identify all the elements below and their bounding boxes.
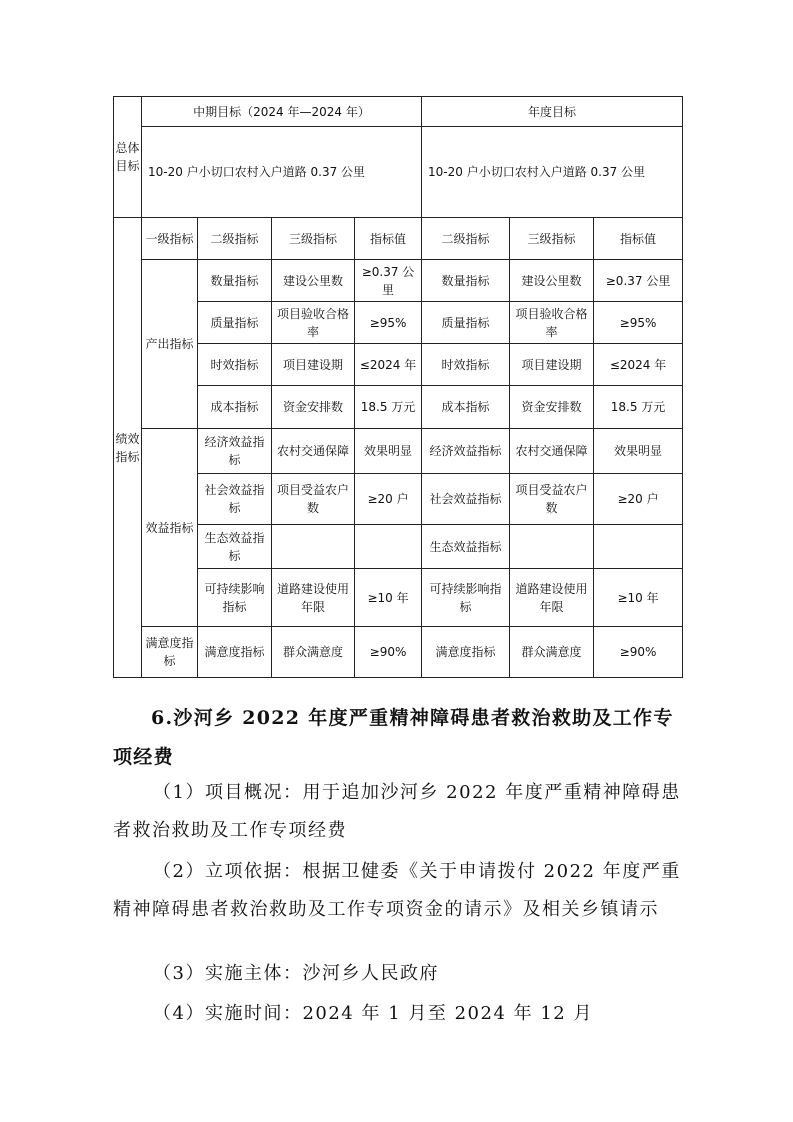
table-cell: 可持续影响指标: [198, 569, 272, 627]
col-header-level3: 三级指标: [272, 218, 355, 260]
table-cell: 生态效益指标: [422, 525, 510, 569]
table-row: [114, 386, 683, 429]
table-cell: 质量指标: [422, 302, 510, 344]
paragraph-project-overview: （1）项目概况：用于追加沙河乡 2022 年度严重精神障碍患者救治救助及工作专项经费: [113, 782, 681, 841]
table-cell: 满意度指标: [422, 627, 510, 678]
table-cell: 建设公里数: [510, 260, 594, 302]
paragraph-project-basis: （2）立项依据：根据卫健委《关于申请拨付 2022 年度严重精神障碍患者救治救助及工作专项资金的请示》及相关乡镇请示: [113, 861, 681, 920]
table-cell: [510, 525, 594, 569]
paragraph-implementer: （3）实施主体：沙河乡人民政府: [153, 963, 439, 984]
table-cell: 资金安排数: [510, 386, 594, 429]
table-cell: 群众满意度: [272, 627, 355, 678]
table-cell: 项目验收合格率: [510, 302, 594, 344]
satisfaction-indicator-group: 满意度指标: [142, 627, 198, 678]
table-cell: 农村交通保障: [272, 429, 355, 474]
table-cell: 满意度指标: [198, 627, 272, 678]
col-header-level3-annual: 三级指标: [510, 218, 594, 260]
table-cell: 数量指标: [422, 260, 510, 302]
paragraph-implementation-time: （4）实施时间：2024 年 1 月至 2024 年 12 月: [153, 1003, 593, 1024]
table-cell: 可持续影响指标: [422, 569, 510, 627]
annual-target-header: 年度目标: [422, 97, 683, 127]
table-cell: 农村交通保障: [510, 429, 594, 474]
overall-target-label: 总体目标: [114, 97, 142, 218]
table-cell: 经济效益指标: [422, 429, 510, 474]
performance-target-table: [113, 96, 683, 678]
table-row: [114, 525, 683, 569]
col-header-level1: 一级指标: [142, 218, 198, 260]
indicator-header-row: [114, 218, 683, 260]
table-cell: 道路建设使用年限: [510, 569, 594, 627]
table-cell: ≤2024 年: [594, 344, 683, 386]
table-cell: 18.5 万元: [355, 386, 422, 429]
overall-header-row: [114, 97, 683, 127]
table-cell: 效果明显: [355, 429, 422, 474]
output-indicator-group: 产出指标: [142, 260, 198, 429]
table-cell: 质量指标: [198, 302, 272, 344]
table-cell: 建设公里数: [272, 260, 355, 302]
table-cell: 项目建设期: [510, 344, 594, 386]
table-cell: ≥20 户: [355, 474, 422, 525]
table-cell: 效果明显: [594, 429, 683, 474]
col-header-value-annual: 指标值: [594, 218, 683, 260]
section-heading: 6.沙河乡 2022 年度严重精神障碍患者救治救助及工作专项经费: [113, 707, 674, 768]
table-cell: [272, 525, 355, 569]
table-cell: [594, 525, 683, 569]
table-row: [114, 569, 683, 627]
table-cell: ≥90%: [355, 627, 422, 678]
table-cell: 时效指标: [198, 344, 272, 386]
table-cell: 社会效益指标: [422, 474, 510, 525]
table-cell: 项目受益农户数: [272, 474, 355, 525]
table-cell: ≥0.37 公里: [594, 260, 683, 302]
table-row: [114, 429, 683, 474]
table-row: [114, 302, 683, 344]
table-cell: ≥10 年: [355, 569, 422, 627]
table-cell: 成本指标: [422, 386, 510, 429]
col-header-value: 指标值: [355, 218, 422, 260]
table-cell: ≥20 户: [594, 474, 683, 525]
table-cell: ≥95%: [594, 302, 683, 344]
table-row: [114, 344, 683, 386]
table-row: [114, 627, 683, 678]
table-cell: ≥90%: [594, 627, 683, 678]
table-cell: 时效指标: [422, 344, 510, 386]
table-cell: ≥0.37 公里: [355, 260, 422, 302]
table-cell: 18.5 万元: [594, 386, 683, 429]
table-cell: 道路建设使用年限: [272, 569, 355, 627]
table-cell: 成本指标: [198, 386, 272, 429]
overall-content-row: [114, 127, 683, 218]
table-cell: 群众满意度: [510, 627, 594, 678]
table-cell: ≤2024 年: [355, 344, 422, 386]
midterm-target-header: 中期目标（2024 年—2024 年）: [142, 97, 422, 127]
table-row: [114, 260, 683, 302]
annual-target-content: 10-20 户小切口农村入户道路 0.37 公里: [422, 127, 683, 218]
table-cell: 资金安排数: [272, 386, 355, 429]
table-cell: 经济效益指标: [198, 429, 272, 474]
benefit-indicator-group: 效益指标: [142, 429, 198, 627]
table-row: [114, 474, 683, 525]
table-cell: 项目验收合格率: [272, 302, 355, 344]
col-header-level2: 二级指标: [198, 218, 272, 260]
table-cell: 数量指标: [198, 260, 272, 302]
table-cell: 生态效益指标: [198, 525, 272, 569]
table-cell: 项目建设期: [272, 344, 355, 386]
table-cell: [355, 525, 422, 569]
performance-indicator-label: 绩效指标: [114, 218, 142, 678]
midterm-target-content: 10-20 户小切口农村入户道路 0.37 公里: [142, 127, 422, 218]
table-cell: 项目受益农户数: [510, 474, 594, 525]
table-cell: ≥95%: [355, 302, 422, 344]
table-cell: ≥10 年: [594, 569, 683, 627]
table-cell: 社会效益指标: [198, 474, 272, 525]
col-header-level2-annual: 二级指标: [422, 218, 510, 260]
